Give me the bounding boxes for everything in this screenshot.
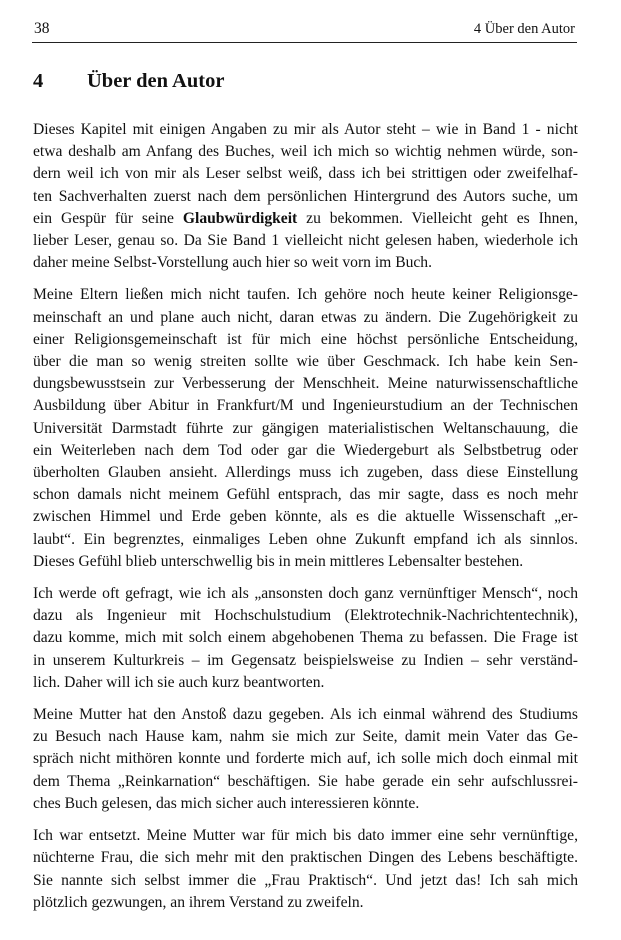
paragraph [33,825,578,914]
text-line [33,793,578,815]
chapter-heading [33,70,224,93]
text-line [33,726,578,748]
text-line [33,252,578,274]
chapter-title: Über den Autor [87,70,225,92]
text-line [33,892,578,914]
text-segment: Meine Eltern ließen mich nicht taufen. Ich gehöre noch heute keiner Religionsge- [33,286,578,304]
text-segment: daher meine Selbst-Vorstellung auch hier so weit vorn im Buch. [33,254,433,272]
text-line [33,506,578,528]
text-segment: Dieses Gefühl blieb unterschwellig bis in mein mittleres Lebensalter bestehen. [33,552,524,570]
text-line [33,208,578,230]
text-segment: Ich war entsetzt. Meine Mutter war für mich bis dato immer eine sehr vernünftige, [33,827,578,845]
text-line [33,395,578,417]
text-line [33,440,578,462]
text-segment: ten Sachverhalten zuerst nach dem persönlichen Hintergrund des Autors suche, um [33,187,578,205]
running-title: 4 Über den Autor [473,21,575,37]
running-header [32,18,577,43]
text-segment: dem Thema „Reinkarnation“ beschäftigen. Sie habe gerade ein sehr aufschlussrei- [33,772,578,790]
paragraph [33,704,578,815]
chapter-number: 4 [33,70,44,92]
text-segment: Meine Mutter hat den Anstoß dazu gegeben. Als ich einmal während des Studiums [33,706,578,724]
text-segment: dern weil ich von mir als Leser selbst weiß, dass ich bei strittigen oder zweifelhaf- [33,165,578,183]
text-line [33,186,578,208]
text-segment: Sie nannte sich selbst immer die „Frau Praktisch“. Und jetzt das! Ich sah mich [33,871,578,889]
text-line [33,329,578,351]
text-segment: überholten Glauben ansieht. Allerdings muss ich zugeben, dass diese Einstellung [33,464,578,482]
text-line [33,627,578,649]
text-line [33,605,578,627]
text-line [33,119,578,141]
paragraph [33,119,578,274]
text-segment: Ausbildung über Abitur in Frankfurt/M und Ingenieurstudium an der Technischen [33,397,578,415]
text-segment: ches Buch gelesen, das mich sicher auch interessieren könnte. [33,794,420,812]
text-line [33,141,578,163]
text-segment: lieber Leser, genau so. Da Sie Band 1 vielleicht nicht gelesen haben, wiederhole ich [33,232,578,250]
text-line [33,484,578,506]
text-line [33,230,578,252]
text-segment: über die man so wenig streiten sollte wie über Geschmack. Ich habe kein Sen- [33,353,578,371]
text-segment: meinschaft an und plane auch nicht, daran etwas zu ändern. Die Zugehörigkeit zu [33,308,578,326]
text-segment: Ich werde oft gefragt, wie ich als „ansonsten doch ganz vernünftiger Mensch“, noch [33,585,578,603]
text-segment: ein Gespür für seine [33,209,183,227]
text-segment: Dieses Kapitel mit einigen Angaben zu mir als Autor steht – wie in Band 1 - nicht [33,121,578,138]
text-segment: in unserem Kulturkreis – im Gegensatz beispielsweise zu Indien – sehr verständ- [33,651,578,669]
text-line [33,847,578,869]
text-line [33,373,578,395]
text-line [33,284,578,306]
text-segment: dungsbewusstsein zur Verbesserung der Menschheit. Meine naturwissenschaftliche [33,375,578,393]
body-text [33,119,578,924]
emphasis-text: Glaubwürdigkeit [182,209,298,227]
text-line [33,825,578,847]
paragraph [33,284,578,573]
text-segment: zwischen Himmel und Erde geben könnte, als es die aktuelle Wissenschaft „er- [33,508,578,526]
text-segment: laubt“. Ein begrenztes, einmaliges Leben ohne Zukunft empfand ich als sinnlos. [33,530,578,548]
text-segment: zu bekommen. Vielleicht geht es Ihnen, [297,209,579,227]
text-line [33,650,578,672]
text-line [33,307,578,329]
text-segment: Universität Darmstadt führte zur gängigen materialistischen Weltanschauung, die [33,419,578,437]
text-line [33,672,578,694]
text-line [33,351,578,373]
text-segment: dazu komme, mich mit solch einem abgehobenen Thema zu befassen. Die Frage ist [33,629,578,647]
text-segment: ein Weiterleben nach dem Tod oder gar die Wiedergeburt als Selbstbetrug oder [33,441,578,459]
paragraph [33,583,578,694]
text-segment: etwa deshalb am Anfang des Buches, weil ich mich so wichtig nehmen würde, son- [33,143,578,161]
text-line [33,551,578,573]
text-line [33,870,578,892]
text-line [33,529,578,551]
text-line [33,163,578,185]
text-line [33,418,578,440]
text-line [33,704,578,726]
text-segment: einer Religionsgemeinschaft ist für mich eine höchst persönliche Entscheidung, [33,330,578,348]
text-segment: dazu als Ingenieur mit Hochschulstudium (Elektrotechnik-Nachrichtentechnik), [33,607,578,625]
text-segment: plötzlich gezwungen, an ihrem Verstand zu zweifeln. [33,893,364,911]
page-number: 38 [34,20,50,37]
text-segment: spräch nicht mithören konnte und forderte mich auf, ich solle mich doch einmal mit [33,750,578,768]
text-line [33,462,578,484]
text-segment: schon damals nicht meinem Gefühl entsprach, das mir sagte, dass es noch mehr [33,486,578,504]
text-line [33,748,578,770]
text-segment: zu Besuch nach Hause kam, nahm sie mich zur Seite, damit mein Vater das Ge- [33,728,578,746]
text-segment: nüchterne Frau, die sich mehr mit den praktischen Dingen des Lebens beschäftigte. [33,849,578,867]
text-line [33,771,578,793]
text-line [33,583,578,605]
text-segment: lich. Daher will ich sie auch kurz beantworten. [33,673,325,691]
